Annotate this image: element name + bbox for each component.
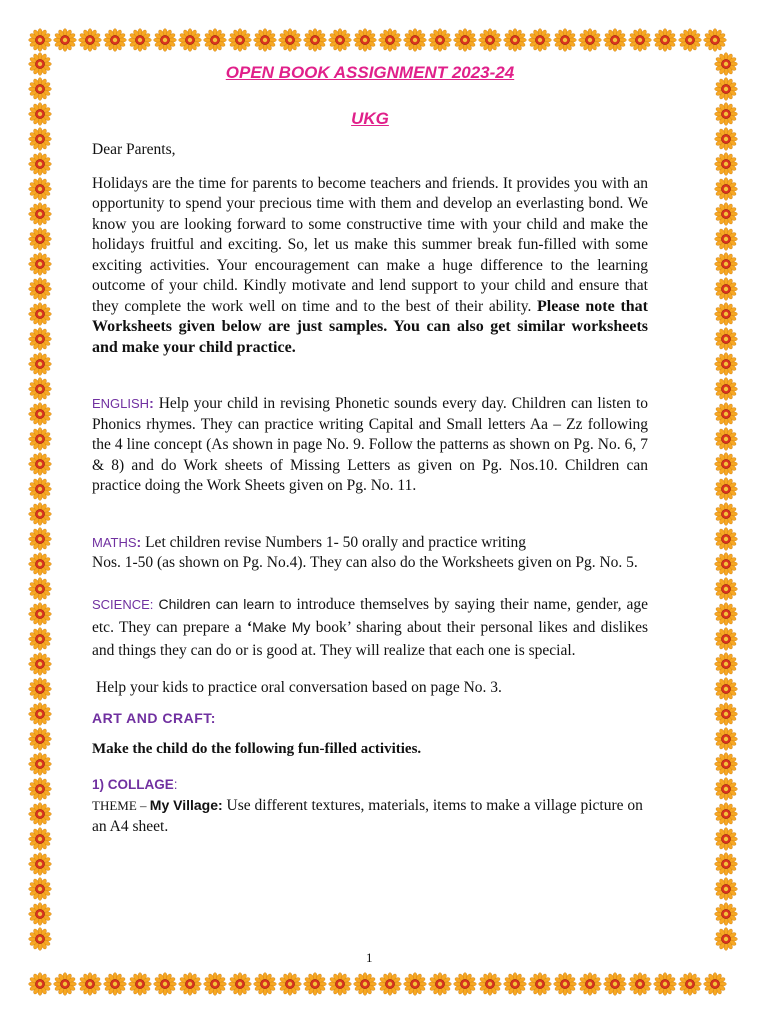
page-border-top xyxy=(28,28,727,52)
sunflower-icon xyxy=(28,427,52,451)
sunflower-icon xyxy=(28,327,52,351)
sunflower-icon xyxy=(28,252,52,276)
sunflower-icon xyxy=(453,972,477,996)
sunflower-icon xyxy=(253,28,277,52)
sunflower-icon xyxy=(714,702,738,726)
science-text2: book’ sharing about their personal likes and dislikes and things they can do or is good at. They will realize that each one is special. xyxy=(92,619,649,659)
sunflower-icon xyxy=(28,77,52,101)
sunflower-icon xyxy=(28,277,52,301)
sunflower-icon xyxy=(714,902,738,926)
sunflower-icon xyxy=(378,28,402,52)
page-border-bottom xyxy=(28,972,727,996)
sunflower-icon xyxy=(28,677,52,701)
sunflower-icon xyxy=(28,302,52,326)
sunflower-icon xyxy=(628,972,652,996)
theme-label: THEME – xyxy=(92,798,150,813)
sunflower-icon xyxy=(714,577,738,601)
sunflower-icon xyxy=(714,677,738,701)
sunflower-icon xyxy=(28,602,52,626)
sunflower-icon xyxy=(303,28,327,52)
sunflower-icon xyxy=(28,552,52,576)
sunflower-icon xyxy=(78,28,102,52)
sunflower-icon xyxy=(28,527,52,551)
sunflower-icon xyxy=(714,152,738,176)
intro-text: Holidays are the time for parents to become teachers and friends. It provides you with an opportunity to spend your precious time with them and develop an everlasting bond. We know you are looking forward to some constructive time with your child and make the holidays fruitful and exciting. So, let us make this summer break fun-filled with some exciting activities. Your encouragement can make a huge difference to the learning outcome of your child. Kindly motivate and lend support to your child and ensure that they complete the work well on time and to the best of their ability. xyxy=(92,174,648,315)
sunflower-icon xyxy=(128,972,152,996)
theme-name: My Village: xyxy=(149,797,223,813)
intro-paragraph xyxy=(92,174,648,359)
sunflower-icon xyxy=(528,972,552,996)
sunflower-icon xyxy=(28,52,52,76)
sunflower-icon xyxy=(714,77,738,101)
sunflower-icon xyxy=(503,28,527,52)
collage-colon: : xyxy=(173,777,178,792)
sunflower-icon xyxy=(578,972,602,996)
science-heading: SCIENCE: xyxy=(92,596,154,612)
sunflower-icon xyxy=(678,28,702,52)
sunflower-icon xyxy=(328,28,352,52)
sunflower-icon xyxy=(714,327,738,351)
sunflower-icon xyxy=(714,602,738,626)
sunflower-icon xyxy=(714,727,738,751)
sunflower-icon xyxy=(714,177,738,201)
sunflower-icon xyxy=(28,452,52,476)
sunflower-icon xyxy=(678,972,702,996)
sunflower-icon xyxy=(28,502,52,526)
page-border-left xyxy=(28,52,52,951)
sunflower-icon xyxy=(103,28,127,52)
science-lead: Children can learn xyxy=(158,595,275,612)
sunflower-icon xyxy=(503,972,527,996)
science-quote-open: ‘ xyxy=(246,619,253,636)
science-make-my: Make My xyxy=(252,619,311,635)
sunflower-icon xyxy=(178,972,202,996)
help-line: Help your kids to practice oral conversation based on page No. 3. xyxy=(96,679,502,696)
sunflower-icon xyxy=(28,752,52,776)
sunflower-icon xyxy=(28,127,52,151)
intro-note: Please note that Worksheets given below are just samples. You can also get similar worksheets and make your child practice. xyxy=(92,297,649,356)
sunflower-icon xyxy=(28,227,52,251)
sunflower-icon xyxy=(28,377,52,401)
sunflower-icon xyxy=(28,577,52,601)
collage-heading xyxy=(92,777,648,793)
sunflower-icon xyxy=(653,972,677,996)
collage-theme xyxy=(92,795,648,837)
theme-text: Use different textures, materials, items to make a village picture on an A4 sheet. xyxy=(92,797,643,835)
document-title: OPEN BOOK ASSIGNMENT 2023-24 xyxy=(225,63,515,82)
sunflower-icon xyxy=(53,972,77,996)
page-border-right xyxy=(714,52,738,951)
sunflower-icon xyxy=(714,52,738,76)
sunflower-icon xyxy=(453,28,477,52)
sunflower-icon xyxy=(28,202,52,226)
page-number: 1 xyxy=(366,950,373,965)
sunflower-icon xyxy=(303,972,327,996)
sunflower-icon xyxy=(28,802,52,826)
sunflower-icon xyxy=(703,28,727,52)
sunflower-icon xyxy=(328,972,352,996)
sunflower-icon xyxy=(28,877,52,901)
sunflower-icon xyxy=(28,972,52,996)
sunflower-icon xyxy=(714,452,738,476)
sunflower-icon xyxy=(714,252,738,276)
sunflower-icon xyxy=(203,28,227,52)
sunflower-icon xyxy=(278,28,302,52)
sunflower-icon xyxy=(28,477,52,501)
sunflower-icon xyxy=(28,852,52,876)
sunflower-icon xyxy=(703,972,727,996)
maths-heading: MATHS xyxy=(92,534,137,550)
sunflower-icon xyxy=(28,627,52,651)
sunflower-icon xyxy=(253,972,277,996)
sunflower-icon xyxy=(603,28,627,52)
english-section xyxy=(92,393,648,497)
sunflower-icon xyxy=(714,552,738,576)
science-text1: to introduce themselves by saying their name, gender, age etc. They can prepare a xyxy=(92,595,649,636)
sunflower-icon xyxy=(103,972,127,996)
sunflower-icon xyxy=(714,777,738,801)
sunflower-icon xyxy=(53,28,77,52)
sunflower-icon xyxy=(403,28,427,52)
sunflower-icon xyxy=(28,402,52,426)
sunflower-icon xyxy=(714,127,738,151)
sunflower-icon xyxy=(478,972,502,996)
sunflower-icon xyxy=(628,28,652,52)
sunflower-icon xyxy=(714,102,738,126)
sunflower-icon xyxy=(28,702,52,726)
sunflower-icon xyxy=(714,852,738,876)
sunflower-icon xyxy=(714,827,738,851)
english-colon: : xyxy=(149,395,154,411)
sunflower-icon xyxy=(403,972,427,996)
sunflower-icon xyxy=(714,477,738,501)
science-section xyxy=(92,593,648,663)
art-craft-heading: ART AND CRAFT: xyxy=(92,709,216,726)
maths-section xyxy=(92,532,648,574)
sunflower-icon xyxy=(714,402,738,426)
sunflower-icon xyxy=(714,377,738,401)
maths-line1: Let children revise Numbers 1- 50 orally and practice writing xyxy=(145,533,527,551)
sunflower-icon xyxy=(28,827,52,851)
sunflower-icon xyxy=(128,28,152,52)
sunflower-icon xyxy=(78,972,102,996)
sunflower-icon xyxy=(153,28,177,52)
sunflower-icon xyxy=(714,277,738,301)
sunflower-icon xyxy=(714,202,738,226)
maths-line2: Nos. 1-50 (as shown on Pg. No.4). They can also do the Worksheets given on Pg. No. 5. xyxy=(92,554,638,571)
sunflower-icon xyxy=(428,972,452,996)
sunflower-icon xyxy=(28,152,52,176)
sunflower-icon xyxy=(653,28,677,52)
sunflower-icon xyxy=(714,527,738,551)
sunflower-icon xyxy=(28,177,52,201)
sunflower-icon xyxy=(714,802,738,826)
sunflower-icon xyxy=(714,752,738,776)
sunflower-icon xyxy=(714,927,738,951)
sunflower-icon xyxy=(153,972,177,996)
sunflower-icon xyxy=(603,972,627,996)
sunflower-icon xyxy=(714,877,738,901)
sunflower-icon xyxy=(353,28,377,52)
sunflower-icon xyxy=(228,972,252,996)
sunflower-icon xyxy=(353,972,377,996)
sunflower-icon xyxy=(28,927,52,951)
sunflower-icon xyxy=(203,972,227,996)
maths-colon: : xyxy=(136,533,142,550)
sunflower-icon xyxy=(714,227,738,251)
sunflower-icon xyxy=(553,972,577,996)
sunflower-icon xyxy=(28,352,52,376)
sunflower-icon xyxy=(28,28,52,52)
sunflower-icon xyxy=(28,652,52,676)
document-subtitle: UKG xyxy=(351,109,389,128)
document-body xyxy=(92,62,648,837)
salutation: Dear Parents, xyxy=(92,141,176,158)
sunflower-icon xyxy=(178,28,202,52)
sunflower-icon xyxy=(278,972,302,996)
sunflower-icon xyxy=(714,352,738,376)
sunflower-icon xyxy=(428,28,452,52)
collage-heading-text: 1) COLLAGE xyxy=(92,777,174,792)
sunflower-icon xyxy=(714,427,738,451)
sunflower-icon xyxy=(28,777,52,801)
sunflower-icon xyxy=(578,28,602,52)
english-heading: ENGLISH xyxy=(92,396,150,411)
sunflower-icon xyxy=(553,28,577,52)
sunflower-icon xyxy=(28,727,52,751)
sunflower-icon xyxy=(228,28,252,52)
sunflower-icon xyxy=(378,972,402,996)
sunflower-icon xyxy=(714,302,738,326)
sunflower-icon xyxy=(28,102,52,126)
sunflower-icon xyxy=(28,902,52,926)
sunflower-icon xyxy=(714,502,738,526)
sunflower-icon xyxy=(714,627,738,651)
art-craft-instruction: Make the child do the following fun-filled activities. xyxy=(92,740,422,757)
sunflower-icon xyxy=(478,28,502,52)
sunflower-icon xyxy=(528,28,552,52)
english-text: Help your child in revising Phonetic sounds every day. Children can listen to Phonics rhymes. They can practice writing Capital and Small letters Aa – Zz following the 4 line concept (As shown in page No. 9. Follow the patterns as shown on Pg. No. 6, 7 & 8) and do Work sheets of Missing Letters as given on Pg. Nos.10. Children can practice doing the Work Sheets given on Pg. No. 11. xyxy=(92,395,649,494)
sunflower-icon xyxy=(714,652,738,676)
